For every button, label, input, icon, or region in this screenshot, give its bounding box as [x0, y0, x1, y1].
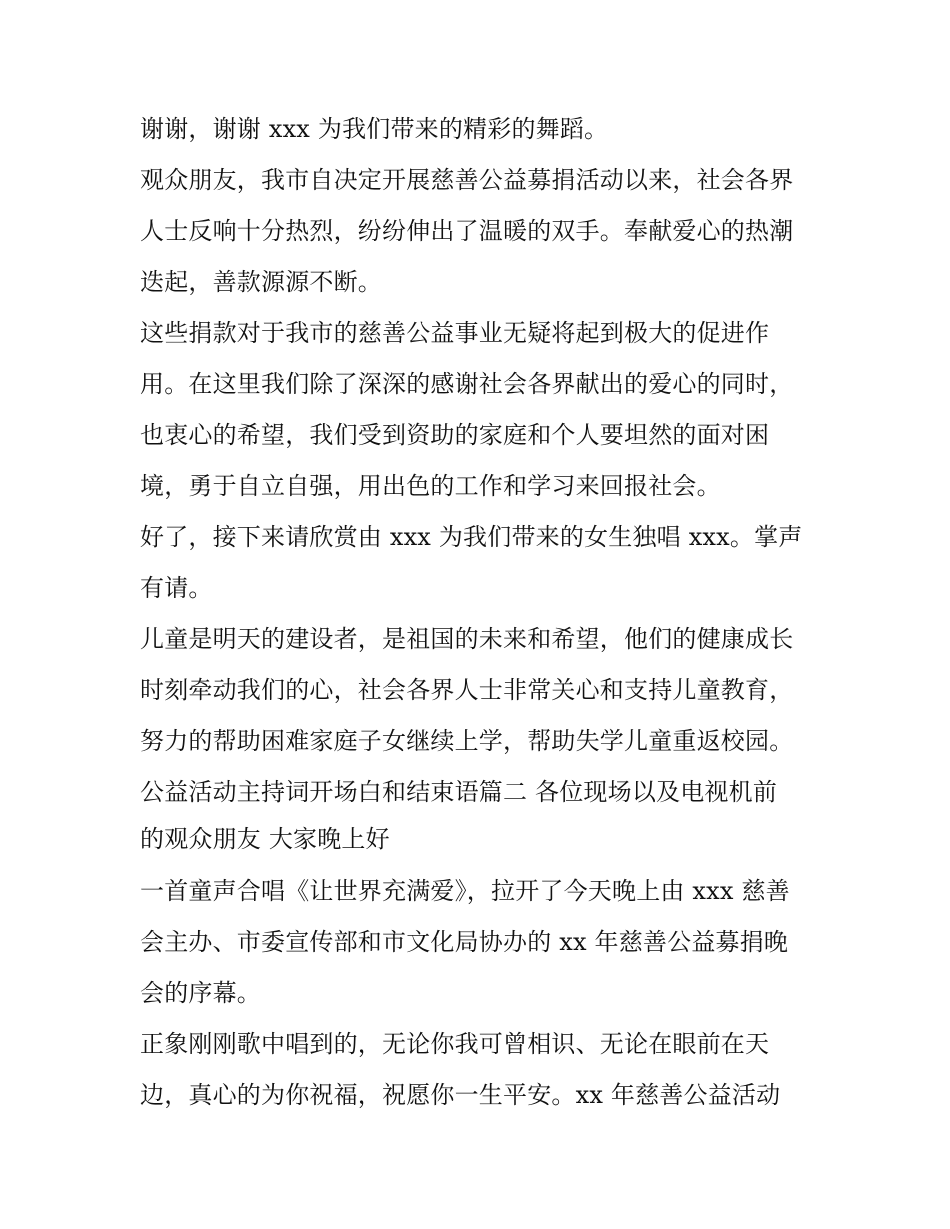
- text-line: 用。在这里我们除了深深的感谢社会各界献出的爱心的同时，: [140, 370, 794, 398]
- text-line: 儿童是明天的建设者，是祖国的未来和希望，他们的健康成长: [140, 625, 794, 653]
- text-line: 会主办、市委宣传部和市文化局协办的 xx 年慈善公益募捐晚: [140, 928, 789, 956]
- text-line: 好了，接下来请欣赏由 xxx 为我们带来的女生独唱 xxx。掌声: [140, 523, 803, 551]
- text-line: 时刻牵动我们的心，社会各界人士非常关心和支持儿童教育，: [140, 676, 794, 704]
- text-line: 谢谢，谢谢 xxx 为我们带来的精彩的舞蹈。: [140, 115, 609, 143]
- text-line: 也衷心的希望，我们受到资助的家庭和个人要坦然的面对困: [140, 421, 770, 449]
- text-line: 观众朋友，我市自决定开展慈善公益募捐活动以来，社会各界: [140, 166, 794, 194]
- text-line: 会的序幕。: [140, 979, 261, 1007]
- text-line: 人士反响十分热烈，纷纷伸出了温暖的双手。奉献爱心的热潮: [140, 217, 794, 245]
- text-line: 境，勇于自立自强，用出色的工作和学习来回报社会。: [140, 472, 721, 500]
- text-line: 公益活动主持词开场白和结束语篇二 各位现场以及电视机前: [140, 778, 778, 806]
- text-line: 迭起，善款源源不断。: [140, 268, 382, 296]
- text-line: 边，真心的为你祝福，祝愿你一生平安。xx 年慈善公益活动: [140, 1081, 781, 1109]
- text-line: 有请。: [140, 574, 213, 602]
- text-line: 努力的帮助困难家庭子女继续上学，帮助失学儿童重返校园。: [140, 727, 794, 755]
- text-line: 的观众朋友 大家晚上好: [140, 825, 390, 853]
- text-line: 正象刚刚歌中唱到的，无论你我可曾相识、无论在眼前在天: [140, 1030, 770, 1058]
- text-line: 这些捐款对于我市的慈善公益事业无疑将起到极大的促进作: [140, 319, 770, 347]
- text-line: 一首童声合唱《让世界充满爱》，拉开了今天晚上由 xxx 慈善: [140, 877, 790, 905]
